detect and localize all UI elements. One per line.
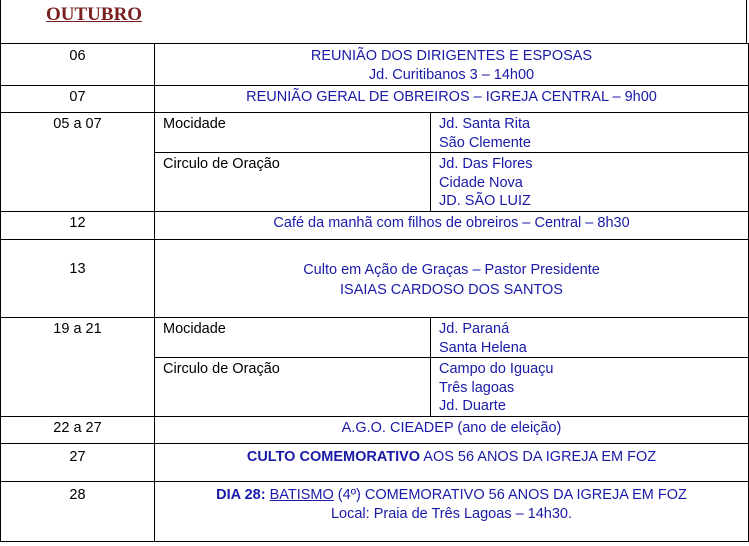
event-line: Culto em Ação de Graças – Pastor Presidente [303, 262, 600, 278]
date-cell: 05 a 07 [1, 113, 155, 212]
date-cell: 12 [1, 212, 155, 240]
date-cell: 07 [1, 86, 155, 113]
table-row [1, 482, 749, 542]
location-item: Cidade Nova [439, 174, 523, 191]
table-row [1, 113, 749, 153]
event-text: AOS 56 ANOS DA IGREJA EM FOZ [420, 449, 657, 465]
locations-cell [431, 113, 749, 153]
locations-cell [431, 358, 749, 417]
table-row [1, 318, 749, 358]
event-highlight: DIA 28: [216, 487, 266, 503]
date-cell: 19 a 21 [1, 318, 155, 417]
event-line: ISAIAS CARDOSO DOS SANTOS [340, 282, 563, 298]
event-cell [155, 240, 749, 318]
group-label: Mocidade [155, 318, 431, 358]
event-cell: REUNIÃO GERAL DE OBREIROS – IGREJA CENTRAL – 9h00 [155, 86, 749, 113]
date-cell: 27 [1, 444, 155, 482]
locations-cell [431, 318, 749, 358]
date-cell: 06 [1, 44, 155, 86]
table-row [1, 86, 749, 113]
event-cell: A.G.O. CIEADEP (ano de eleição) [155, 417, 749, 444]
group-label: Circulo de Oração [155, 358, 431, 417]
month-title: OUTUBRO [46, 4, 143, 25]
event-cell [155, 482, 749, 542]
title-row [0, 0, 747, 43]
schedule-table [0, 43, 749, 542]
location-item: Jd. Das Flores [439, 156, 533, 172]
table-row [1, 212, 749, 240]
event-highlight: CULTO COMEMORATIVO [246, 449, 421, 465]
table-row [1, 240, 749, 318]
location-item: Três lagoas [439, 379, 515, 396]
event-cell: Café da manhã com filhos de obreiros – Central – 8h30 [155, 212, 749, 240]
event-cell [155, 44, 749, 86]
event-line: REUNIÃO DOS DIRIGENTES E ESPOSAS [310, 48, 593, 64]
event-cell [155, 444, 749, 482]
event-underlined: BATISMO [269, 487, 334, 503]
table-row [1, 444, 749, 482]
location-item: Jd. Duarte [439, 398, 506, 414]
date-cell: 28 [1, 482, 155, 542]
table-row [1, 417, 749, 444]
locations-cell [431, 153, 749, 212]
event-text: (4º) COMEMORATIVO 56 ANOS DA IGREJA EM FOZ [333, 487, 687, 503]
location-item: JD. SÃO LUIZ [439, 193, 531, 209]
location-item: Jd. Paraná [439, 321, 510, 337]
location-item: Santa Helena [439, 339, 527, 356]
group-label: Circulo de Oração [155, 153, 431, 212]
event-line: Jd. Curitibanos 3 – 14h00 [368, 66, 535, 83]
date-cell: 13 [1, 240, 155, 318]
location-item: Campo do Iguaçu [439, 361, 554, 377]
table-row [1, 44, 749, 86]
location-item: São Clemente [439, 134, 531, 151]
event-line: Local: Praia de Três Lagoas – 14h30. [330, 505, 573, 522]
location-item: Jd. Santa Rita [439, 116, 531, 132]
date-cell: 22 a 27 [1, 417, 155, 444]
group-label: Mocidade [155, 113, 431, 153]
